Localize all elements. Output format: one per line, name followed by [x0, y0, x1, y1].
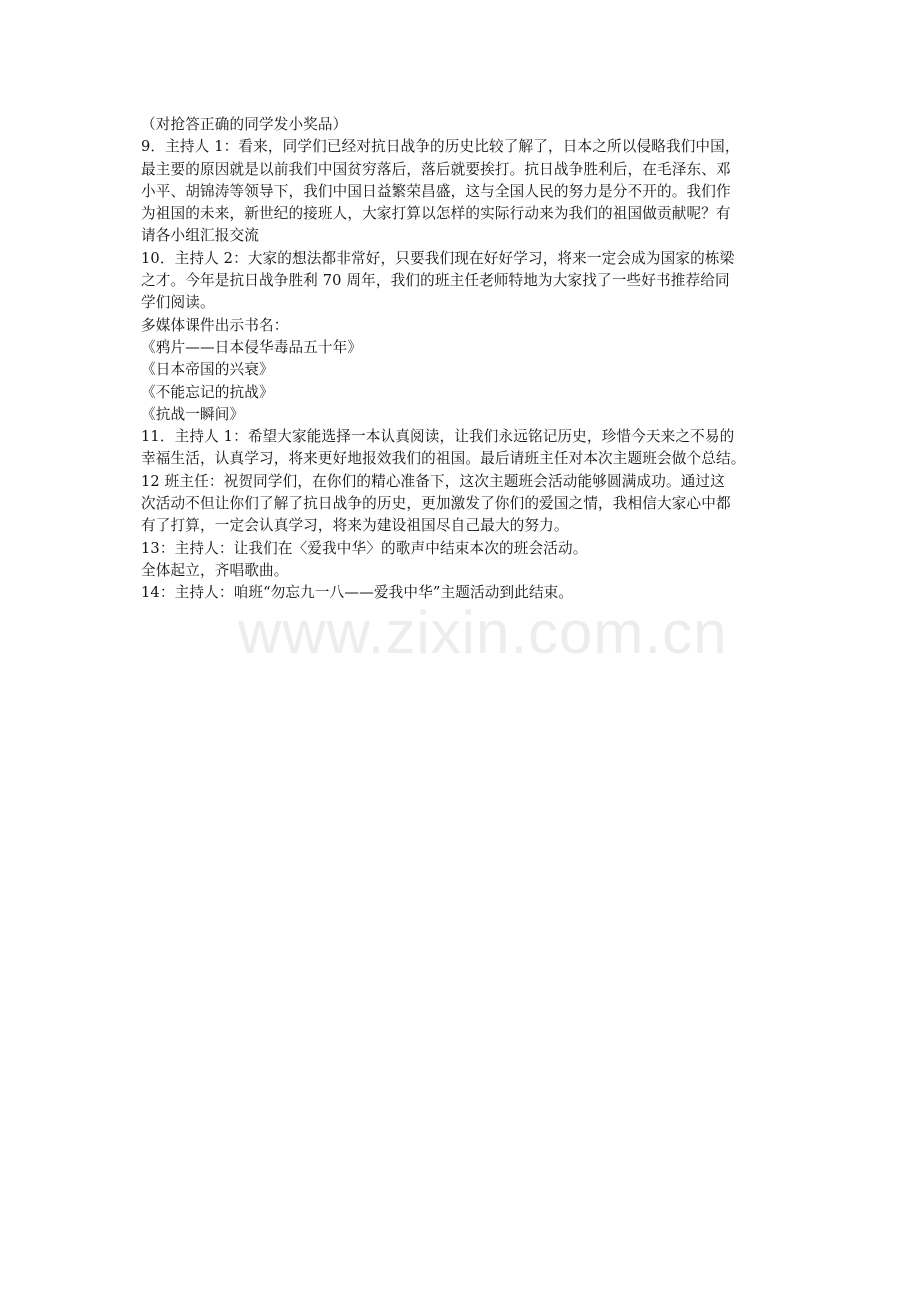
- book-title: 《日本帝国的兴衰》: [141, 361, 274, 379]
- text-line: 小平、胡锦涛等领导下，我们中国日益繁荣昌盛，这与全国人民的努力是分不开的。我们作: [141, 182, 731, 200]
- document-body: [141, 114, 786, 605]
- text-line: 学们阅读。: [141, 294, 215, 312]
- text-line: 请各小组汇报交流: [141, 227, 259, 245]
- text-line: 为祖国的未来，新世纪的接班人，大家打算以怎样的实际行动来为我们的祖国做贡献呢？有: [141, 205, 731, 223]
- text-line: 全体起立，齐唱歌曲。: [141, 561, 289, 579]
- watermark: www.zixin.com.cn: [238, 599, 728, 666]
- text-line: 最主要的原因就是以前我们中国贫穷落后，落后就要挨打。抗日战争胜利后，在毛泽东、邓: [141, 160, 731, 178]
- text-line: 次活动不但让你们了解了抗日战争的历史，更加激发了你们的爱国之情，我相信大家心中都: [141, 495, 731, 513]
- text-line: 9．主持人 1：看来，同学们已经对抗日战争的历史比较了解了，日本之所以侵略我们中国，: [141, 138, 740, 156]
- book-title: 《不能忘记的抗战》: [141, 383, 274, 401]
- text-line: 多媒体课件出示书名：: [141, 316, 289, 334]
- book-title: 《鸦片——日本侵华毒品五十年》: [141, 338, 363, 356]
- text-line: 11．主持人 1：希望大家能选择一本认真阅读，让我们永远铭记历史，珍惜今天来之不易的: [141, 428, 735, 446]
- text-line: 之才。今年是抗日战争胜利 70 周年，我们的班主任老师特地为大家找了一些好书推荐给同: [141, 272, 730, 290]
- text-line: 幸福生活，认真学习，将来更好地报效我们的祖国。最后请班主任对本次主题班会做个总结。: [141, 450, 746, 468]
- text-line: 13：主持人：让我们在〈爱我中华〉的歌声中结束本次的班会活动。: [141, 539, 588, 557]
- text-line: 12 班主任：祝贺同学们，在你们的精心准备下，这次主题班会活动能够圆满成功。通过这: [141, 472, 725, 490]
- text-line: 有了打算，一定会认真学习，将来为建设祖国尽自己最大的努力。: [141, 517, 569, 535]
- text-line: 10．主持人 2：大家的想法都非常好，只要我们现在好好学习，将来一定会成为国家的栋梁: [141, 249, 735, 267]
- text-line: 14：主持人：咱班“勿忘九一八——爱我中华”主题活动到此结束。: [141, 584, 574, 602]
- book-title: 《抗战一瞬间》: [141, 405, 245, 423]
- text-line: （对抢答正确的同学发小奖品）: [141, 116, 348, 133]
